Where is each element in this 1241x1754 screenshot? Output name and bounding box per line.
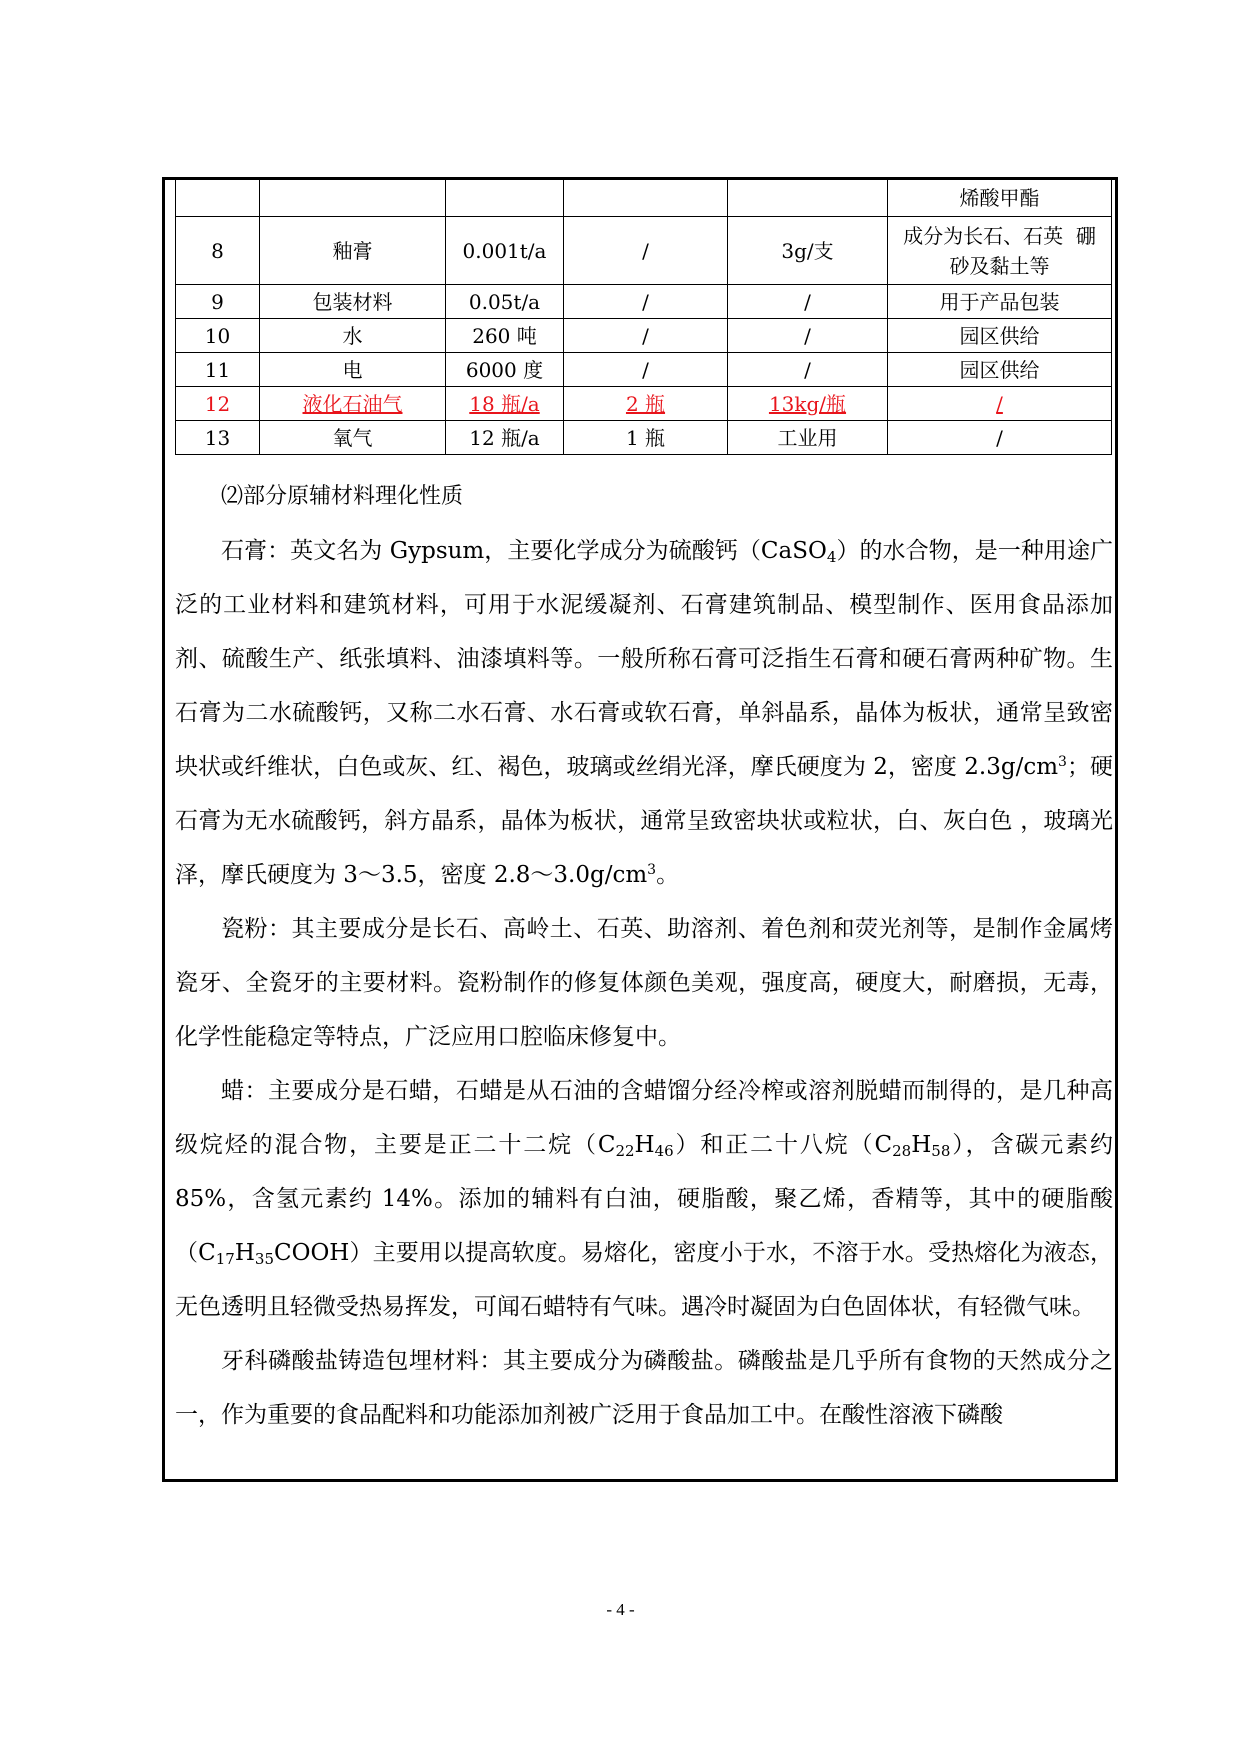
cell-note: 园区供给	[888, 353, 1112, 387]
section-heading: ⑵部分原辅材料理化性质	[221, 484, 464, 509]
cell-annual: 6000 度	[446, 353, 564, 387]
cell-name-text: 液化石油气	[302, 391, 403, 416]
table-row	[176, 180, 1112, 217]
cell-note: 园区供给	[888, 319, 1112, 353]
paragraph-gypsum: 石膏：英文名为 Gypsum，主要化学成分为硫酸钙（CaSO$_4$）的水合物，是一种用途广泛的工业材料和建筑材料，可用于水泥缓凝剂、石膏建筑制品、模型制作、医用食品添加剂、硫酸生产、纸张填料、油漆填料等。一般所称石膏可泛指生石膏和硬石膏两种矿物。生石膏为二水硫酸钙，又称二水石膏、水石膏或软石膏，单斜晶系，晶体为板状，通常呈致密块状或纤维状，白色或灰、红、褐色，玻璃或丝绢光泽，摩氏硬度为 2，密度 $2.3g/cm^3$；硬石膏为无水硫酸钙，斜方晶系，晶体为板状，通常呈致密块状或粒状，白、灰白色 ，玻璃光泽，摩氏硬度为 3～3.5，密度 $2.8\sim 3.0g/cm^3$。	[175, 538, 1114, 888]
cell-name: 釉膏	[260, 217, 446, 285]
body-text	[175, 470, 1113, 1442]
cell-name: 包装材料	[260, 285, 446, 319]
cell-note-text: /	[996, 391, 1003, 416]
cell-storage: /	[564, 217, 728, 285]
cell-storage: /	[564, 285, 728, 319]
cell-storage: 1 瓶	[564, 421, 728, 455]
table-row-highlighted	[176, 387, 1112, 421]
cell-note	[888, 217, 1112, 285]
cell-spec: /	[728, 319, 888, 353]
cell-spec: /	[728, 353, 888, 387]
table-row	[176, 421, 1112, 455]
cell-spec-text: 13kg/瓶	[768, 391, 847, 416]
cell-storage	[564, 180, 728, 217]
cell-annual	[446, 387, 564, 421]
cell-no: 9	[176, 285, 260, 319]
cell-storage: /	[564, 353, 728, 387]
cell-annual	[446, 180, 564, 217]
materials-table	[175, 179, 1112, 455]
cell-annual: 260 吨	[446, 319, 564, 353]
cell-spec: 工业用	[728, 421, 888, 455]
cell-spec	[728, 387, 888, 421]
cell-no: 8	[176, 217, 260, 285]
cell-storage-text: 2 瓶	[625, 391, 666, 416]
cell-annual-text: 18 瓶/a	[469, 391, 540, 416]
cell-annual: 0.05t/a	[446, 285, 564, 319]
table-row	[176, 285, 1112, 319]
cell-name	[260, 387, 446, 421]
cell-spec: /	[728, 285, 888, 319]
cell-name	[260, 180, 446, 217]
cell-annual: 0.001t/a	[446, 217, 564, 285]
cell-note	[888, 387, 1112, 421]
cell-spec	[728, 180, 888, 217]
paragraph-phosphate: 牙科磷酸盐铸造包埋材料：其主要成分为磷酸盐。磷酸盐是几乎所有食物的天然成分之一，作为重要的食品配料和功能添加剂被广泛用于食品加工中。在酸性溶液下磷酸	[175, 1348, 1113, 1428]
cell-note-line1: 成分为长石、石英 硼	[903, 223, 1096, 248]
table-row	[176, 217, 1112, 285]
table-row	[176, 353, 1112, 387]
cell-no: 10	[176, 319, 260, 353]
paragraph-porcelain: 瓷粉：其主要成分是长石、高岭土、石英、助溶剂、着色剂和荧光剂等，是制作金属烤瓷牙、全瓷牙的主要材料。瓷粉制作的修复体颜色美观，强度高，硬度大，耐磨损，无毒，化学性能稳定等特点，广泛应用口腔临床修复中。	[175, 916, 1113, 1050]
cell-storage: /	[564, 319, 728, 353]
cell-no: 11	[176, 353, 260, 387]
cell-storage	[564, 387, 728, 421]
cell-note: 烯酸甲酯	[888, 180, 1112, 217]
cell-note: 用于产品包装	[888, 285, 1112, 319]
cell-note-line2: 砂及黏土等	[949, 253, 1050, 278]
cell-name: 氧气	[260, 421, 446, 455]
paragraph-wax: 蜡：主要成分是石蜡，石蜡是从石油的含蜡馏分经冷榨或溶剂脱蜡而制得的，是几种高级烷烃的混合物，主要是正二十二烷$(C_{22}H_{46})$和正二十八烷$(C_{28}H_{58})$，含碳元素约 85%，含氢元素约 14%。添加的辅料有白油，硬脂酸，聚乙烯，香精等，其中的硬脂酸$(C_{17}H_{35}COOH)$主要用以提高软度。易熔化，密度小于水，不溶于水。受热熔化为液态，无色透明且轻微受热易挥发，可闻石蜡特有气味。遇冷时凝固为白色固体状，有轻微气味。	[175, 1078, 1113, 1320]
page-number: - 4 -	[606, 1600, 635, 1619]
cell-annual: 12 瓶/a	[446, 421, 564, 455]
cell-no: 13	[176, 421, 260, 455]
cell-name: 电	[260, 353, 446, 387]
cell-name: 水	[260, 319, 446, 353]
cell-note: /	[888, 421, 1112, 455]
cell-no	[176, 180, 260, 217]
cell-spec: 3g/支	[728, 217, 888, 285]
table-row	[176, 319, 1112, 353]
cell-no: 12	[176, 387, 260, 421]
